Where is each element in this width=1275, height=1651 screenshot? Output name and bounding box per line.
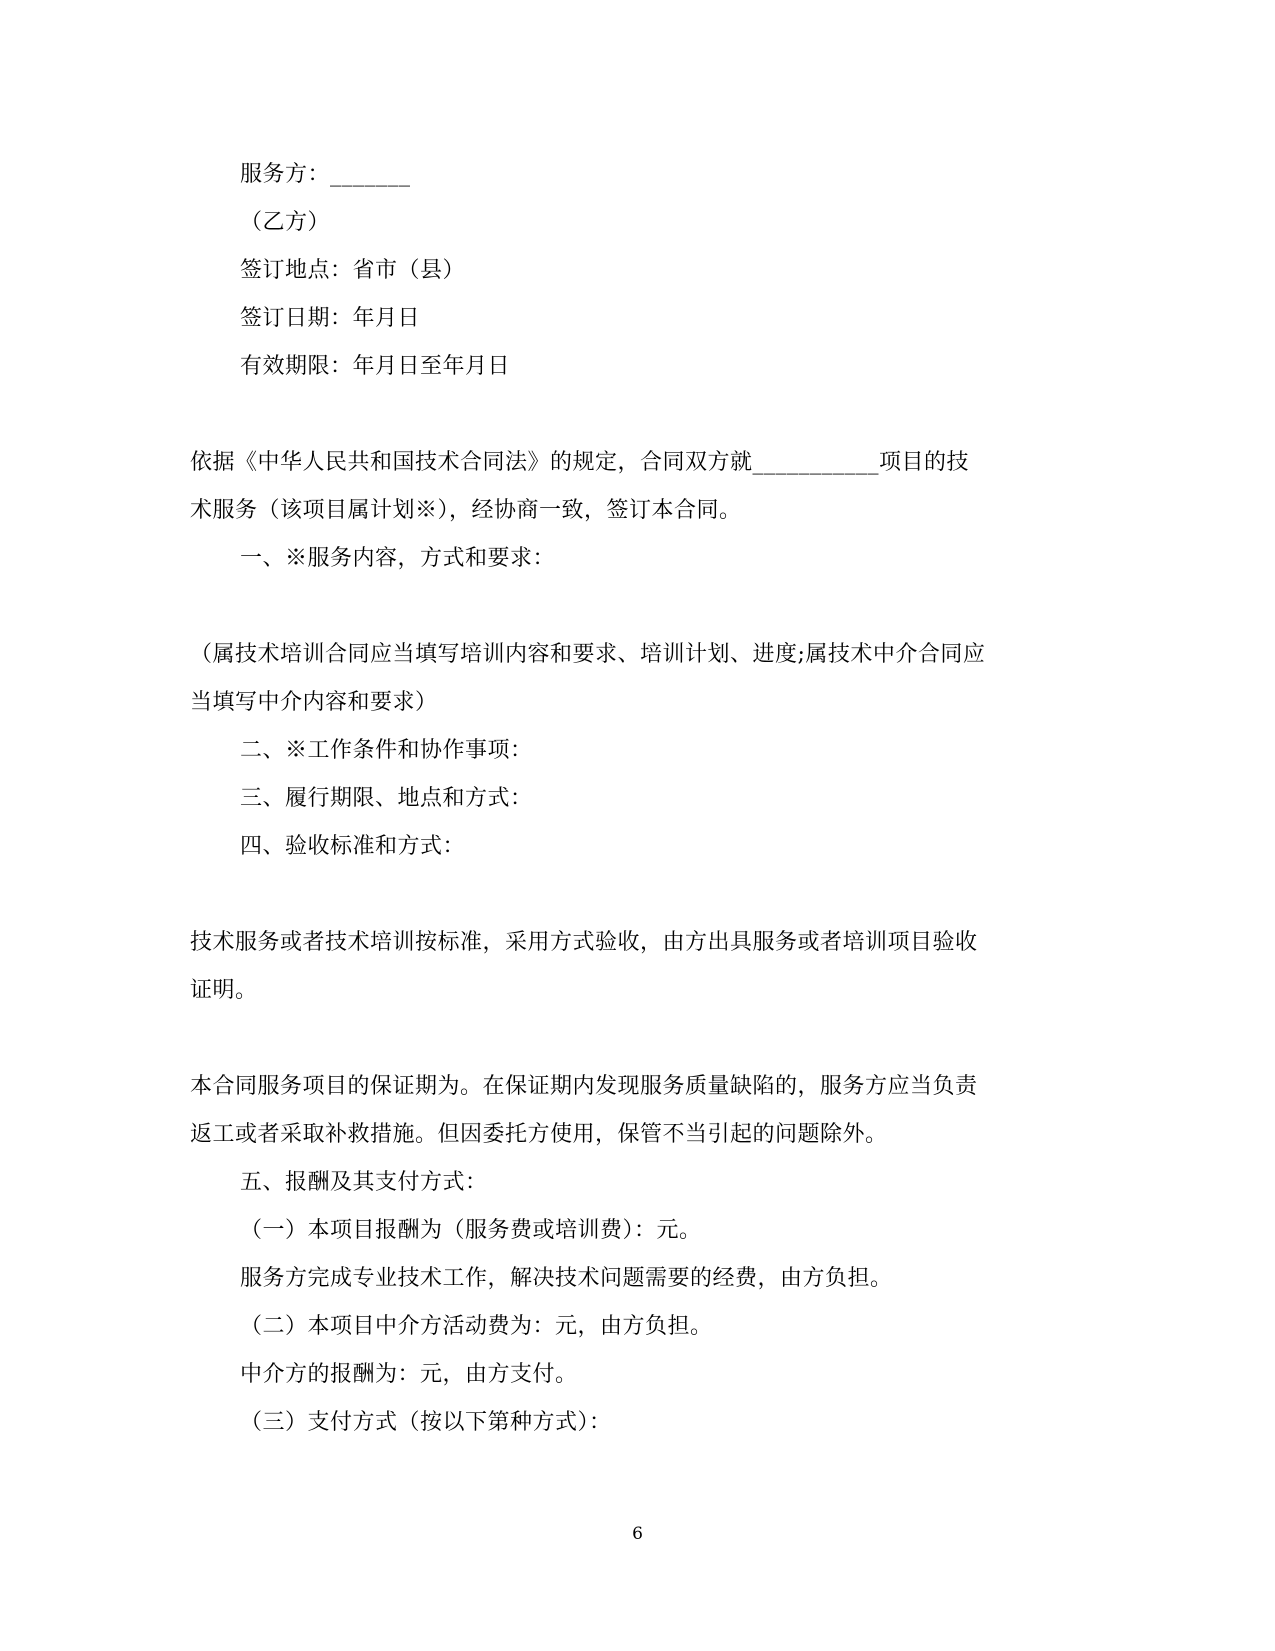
section-1-note-line-1: （属技术培训合同应当填写培训内容和要求、培训计划、进度;属技术中介合同应 (190, 642, 986, 667)
payment-method-line: （三）支付方式（按以下第种方式）： (240, 1410, 612, 1435)
preamble-line-1: 依据《中华人民共和国技术合同法》的规定，合同双方就___________项目的技 (190, 450, 970, 475)
section-2-heading: 二、※工作条件和协作事项： (240, 738, 533, 763)
section-5-heading: 五、报酬及其支付方式： (240, 1170, 488, 1195)
intermediary-fee-line: 中介方的报酬为：元，由方支付。 (240, 1362, 578, 1387)
remuneration-expense-line: 服务方完成专业技术工作，解决技术问题需要的经费，由方负担。 (240, 1266, 893, 1291)
page-number: 6 (632, 1524, 643, 1544)
validity-period-line: 有效期限：年月日至年月日 (240, 354, 511, 379)
warranty-line-2: 返工或者采取补救措施。但因委托方使用，保管不当引起的问题除外。 (190, 1122, 888, 1147)
acceptance-line-2: 证明。 (190, 978, 258, 1003)
signing-place-line: 签订地点：省市（县） (240, 258, 466, 283)
section-1-note-line-2: 当填写中介内容和要求） (190, 690, 438, 715)
section-4-heading: 四、验收标准和方式： (240, 834, 466, 859)
acceptance-line-1: 技术服务或者技术培训按标准，采用方式验收，由方出具服务或者培训项目验收 (190, 930, 978, 955)
remuneration-item-2: （二）本项目中介方活动费为：元，由方负担。 (240, 1314, 713, 1339)
service-party-line: 服务方：_______ (240, 162, 411, 187)
warranty-line-1: 本合同服务项目的保证期为。在保证期内发现服务质量缺陷的，服务方应当负责 (190, 1074, 978, 1099)
signing-date-line: 签订日期：年月日 (240, 306, 421, 331)
section-1-heading: 一、※服务内容，方式和要求： (240, 546, 556, 571)
preamble-line-2: 术服务（该项目属计划※），经协商一致，签订本合同。 (190, 498, 742, 523)
remuneration-item-1: （一）本项目报酬为（服务费或培训费）：元。 (240, 1218, 702, 1243)
section-3-heading: 三、履行期限、地点和方式： (240, 786, 533, 811)
party-b-line: （乙方） (240, 210, 331, 235)
